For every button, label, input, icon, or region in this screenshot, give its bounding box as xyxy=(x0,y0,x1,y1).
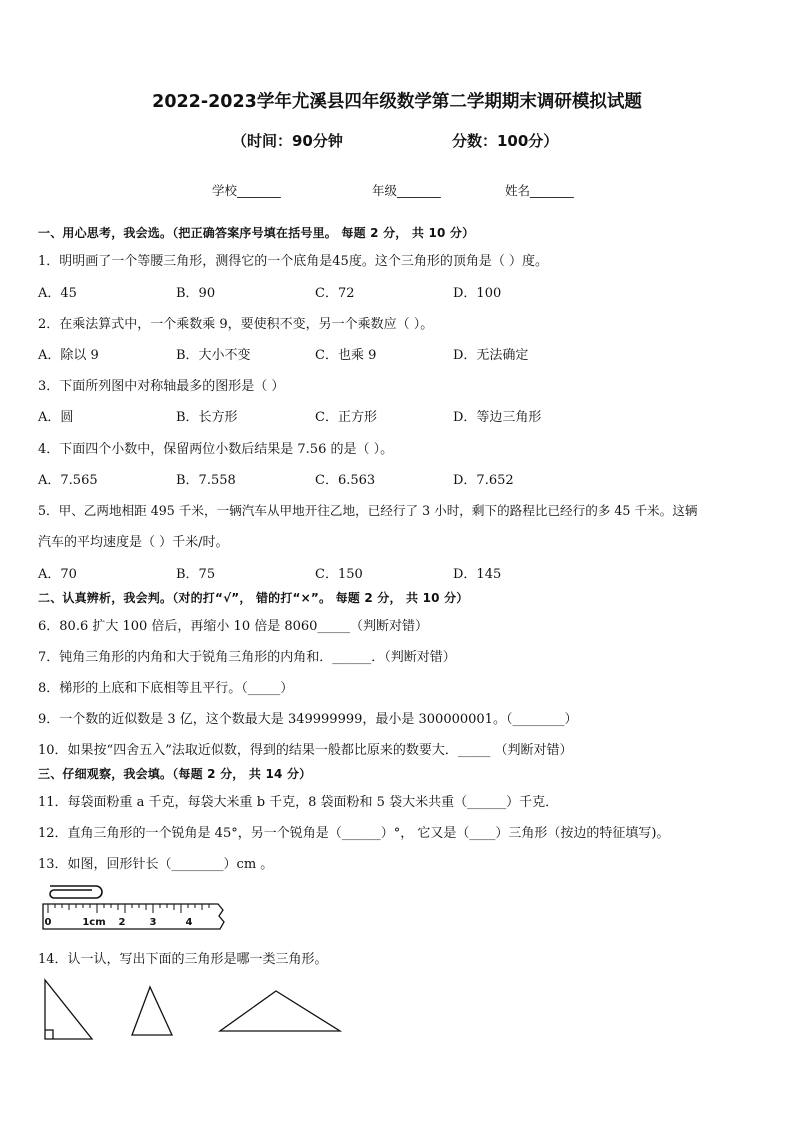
q4-option-b[interactable]: B．7.558 xyxy=(176,473,236,488)
obtuse-triangle xyxy=(220,991,340,1031)
ruler-label-2: 2 xyxy=(118,917,126,928)
q1-option-b[interactable]: B．90 xyxy=(176,286,216,301)
exam-score: 分数：100分） xyxy=(452,132,559,150)
section-heading-3: 三、仔细观察，我会填。（每题 2 分， 共 14 分） xyxy=(38,767,312,781)
q1-option-d[interactable]: D．100 xyxy=(453,286,502,301)
question-13: 13．如图，回形针长（________）cm 。 xyxy=(38,857,274,872)
question-6: 6．80.6 扩大 100 倍后，再缩小 10 倍是 8060_____（判断对错） xyxy=(38,619,428,634)
section-heading-1: 一、用心思考，我会选。（把正确答案序号填在括号里。 每题 2 分， 共 10 分） xyxy=(38,226,475,240)
triangles-figure xyxy=(40,975,360,1045)
question-4: 4．下面四个小数中，保留两位小数后结果是 7.56 的是（ ）。 xyxy=(38,442,394,457)
q2-option-b[interactable]: B．大小不变 xyxy=(176,348,251,363)
ruler-label-0: 0 xyxy=(44,917,52,928)
right-angle-mark xyxy=(45,1030,53,1039)
name-field[interactable]: 姓名_______ xyxy=(505,183,574,198)
question-3: 3．下面所列图中对称轴最多的图形是（ ） xyxy=(38,379,285,394)
q1-option-a[interactable]: A．45 xyxy=(38,286,77,301)
q5-option-d[interactable]: D．145 xyxy=(453,567,502,582)
paperclip-icon xyxy=(50,886,102,898)
q2-option-a[interactable]: A．除以 9 xyxy=(38,348,99,363)
q4-option-c[interactable]: C．6.563 xyxy=(315,473,376,488)
ruler-label-4: 4 xyxy=(185,917,193,928)
q3-option-b[interactable]: B．长方形 xyxy=(176,410,238,425)
q1-option-c[interactable]: C．72 xyxy=(315,286,355,301)
question-1: 1．明明画了一个等腰三角形，测得它的一个底角是45度。这个三角形的顶角是（ ）度。 xyxy=(38,254,548,269)
question-9: 9．一个数的近似数是 3 亿，这个数最大是 349999999，最小是 300000001。（________） xyxy=(38,712,578,727)
question-12: 12．直角三角形的一个锐角是 45°，另一个锐角是（______）°， 它又是（____）三角形（按边的特征填写)。 xyxy=(38,826,670,841)
grade-field[interactable]: 年级_______ xyxy=(372,183,441,198)
question-14: 14．认一认，写出下面的三角形是哪一类三角形。 xyxy=(38,952,328,967)
q5-option-b[interactable]: B．75 xyxy=(176,567,216,582)
acute-triangle xyxy=(132,987,172,1035)
q2-option-c[interactable]: C．也乘 9 xyxy=(315,348,377,363)
q2-option-d[interactable]: D．无法确定 xyxy=(453,348,529,363)
school-field[interactable]: 学校_______ xyxy=(212,183,281,198)
q4-option-d[interactable]: D．7.652 xyxy=(453,473,514,488)
page-title: 2022-2023学年尤溪县四年级数学第二学期期末调研模拟试题 xyxy=(152,92,642,112)
ruler-label-3: 3 xyxy=(149,917,157,928)
ruler-figure xyxy=(40,880,230,935)
question-10: 10．如果按“四舍五入”法取近似数，得到的结果一般都比原来的数要大．_____ （判断对错） xyxy=(38,743,573,758)
exam-time: （时间：90分钟 xyxy=(232,132,343,150)
section-heading-2: 二、认真辨析，我会判。（对的打“√”， 错的打“×”。 每题 2 分， 共 10 分） xyxy=(38,591,469,605)
q5-option-a[interactable]: A．70 xyxy=(38,567,77,582)
question-5-cont: 汽车的平均速度是（ ）千米/时。 xyxy=(38,535,229,550)
ruler-label-1: 1cm xyxy=(82,917,106,928)
q3-option-c[interactable]: C．正方形 xyxy=(315,410,377,425)
q5-option-c[interactable]: C．150 xyxy=(315,567,363,582)
question-8: 8．梯形的上底和下底相等且平行。（_____） xyxy=(38,681,294,696)
question-7: 7．钝角三角形的内角和大于锐角三角形的内角和．______．（判断对错） xyxy=(38,650,456,665)
question-2: 2．在乘法算式中，一个乘数乘 9，要使积不变，另一个乘数应（ ）。 xyxy=(38,317,434,332)
q4-option-a[interactable]: A．7.565 xyxy=(38,473,98,488)
question-11: 11．每袋面粉重 a 千克，每袋大米重 b 千克，8 袋面粉和 5 袋大米共重（______）千克． xyxy=(38,795,559,810)
question-5: 5．甲、乙两地相距 495 千米，一辆汽车从甲地开往乙地，已经行了 3 小时，剩下的路程比已经行的多 45 千米。这辆 xyxy=(38,503,698,518)
q3-option-d[interactable]: D．等边三角形 xyxy=(453,410,542,425)
q3-option-a[interactable]: A．圆 xyxy=(38,410,74,425)
